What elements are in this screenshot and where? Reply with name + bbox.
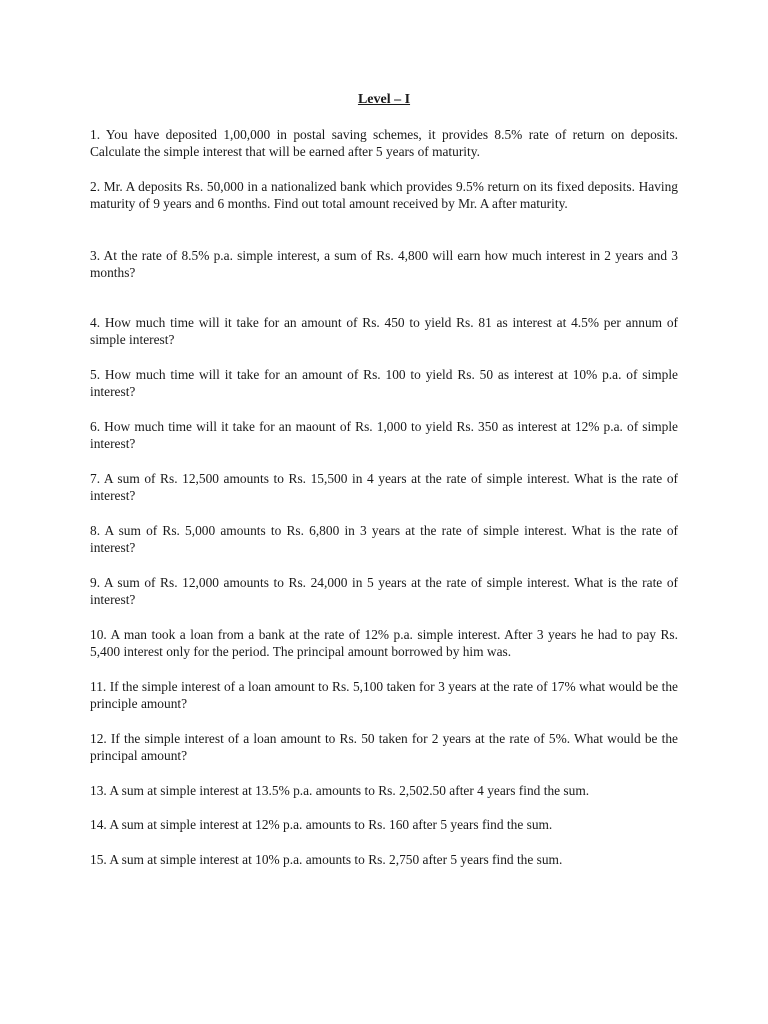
question-15: 15. A sum at simple interest at 10% p.a. amounts to Rs. 2,750 after 5 years find the sum. [90,852,563,867]
question-9: 9. A sum of Rs. 12,000 amounts to Rs. 24,000 in 5 years at the rate of simple interest. What is the rate of interest? [90,575,678,607]
question-1: 1. You have deposited 1,00,000 in postal saving schemes, it provides 8.5% rate of return on deposits. Calculate the simple interest that will be earned after 5 years of maturity. [90,127,678,159]
question-2: 2. Mr. A deposits Rs. 50,000 in a nationalized bank which provides 9.5% return on its fixed deposits. Having maturity of 9 years and 6 months. Find out total amount received by Mr. A after maturity. [90,179,678,211]
question-12: 12. If the simple interest of a loan amount to Rs. 50 taken for 2 years at the rate of 5%. What would be the principal amount? [90,731,678,763]
question-3: 3. At the rate of 8.5% p.a. simple interest, a sum of Rs. 4,800 will earn how much interest in 2 years and 3 months? [90,248,678,280]
question-8: 8. A sum of Rs. 5,000 amounts to Rs. 6,800 in 3 years at the rate of simple interest. What is the rate of interest? [90,523,678,555]
question-10: 10. A man took a loan from a bank at the rate of 12% p.a. simple interest. After 3 years he had to pay Rs. 5,400 interest only for the period. The principal amount borrowed by him was. [90,627,678,659]
question-14: 14. A sum at simple interest at 12% p.a. amounts to Rs. 160 after 5 years find the sum. [90,817,553,832]
question-7: 7. A sum of Rs. 12,500 amounts to Rs. 15,500 in 4 years at the rate of simple interest. What is the rate of interest? [90,471,678,503]
question-11: 11. If the simple interest of a loan amount to Rs. 5,100 taken for 3 years at the rate of 17% what would be the principle amount? [90,679,678,711]
question-5: 5. How much time will it take for an amount of Rs. 100 to yield Rs. 50 as interest at 10% p.a. of simple interest? [90,367,678,399]
page-title: Level – I [357,92,411,107]
question-13: 13. A sum at simple interest at 13.5% p.a. amounts to Rs. 2,502.50 after 4 years find the sum. [90,783,590,798]
question-4: 4. How much time will it take for an amount of Rs. 450 to yield Rs. 81 as interest at 4.5% per annum of simple interest? [90,315,678,347]
question-6: 6. How much time will it take for an maount of Rs. 1,000 to yield Rs. 350 as interest at 12% p.a. of simple interest? [90,419,678,451]
